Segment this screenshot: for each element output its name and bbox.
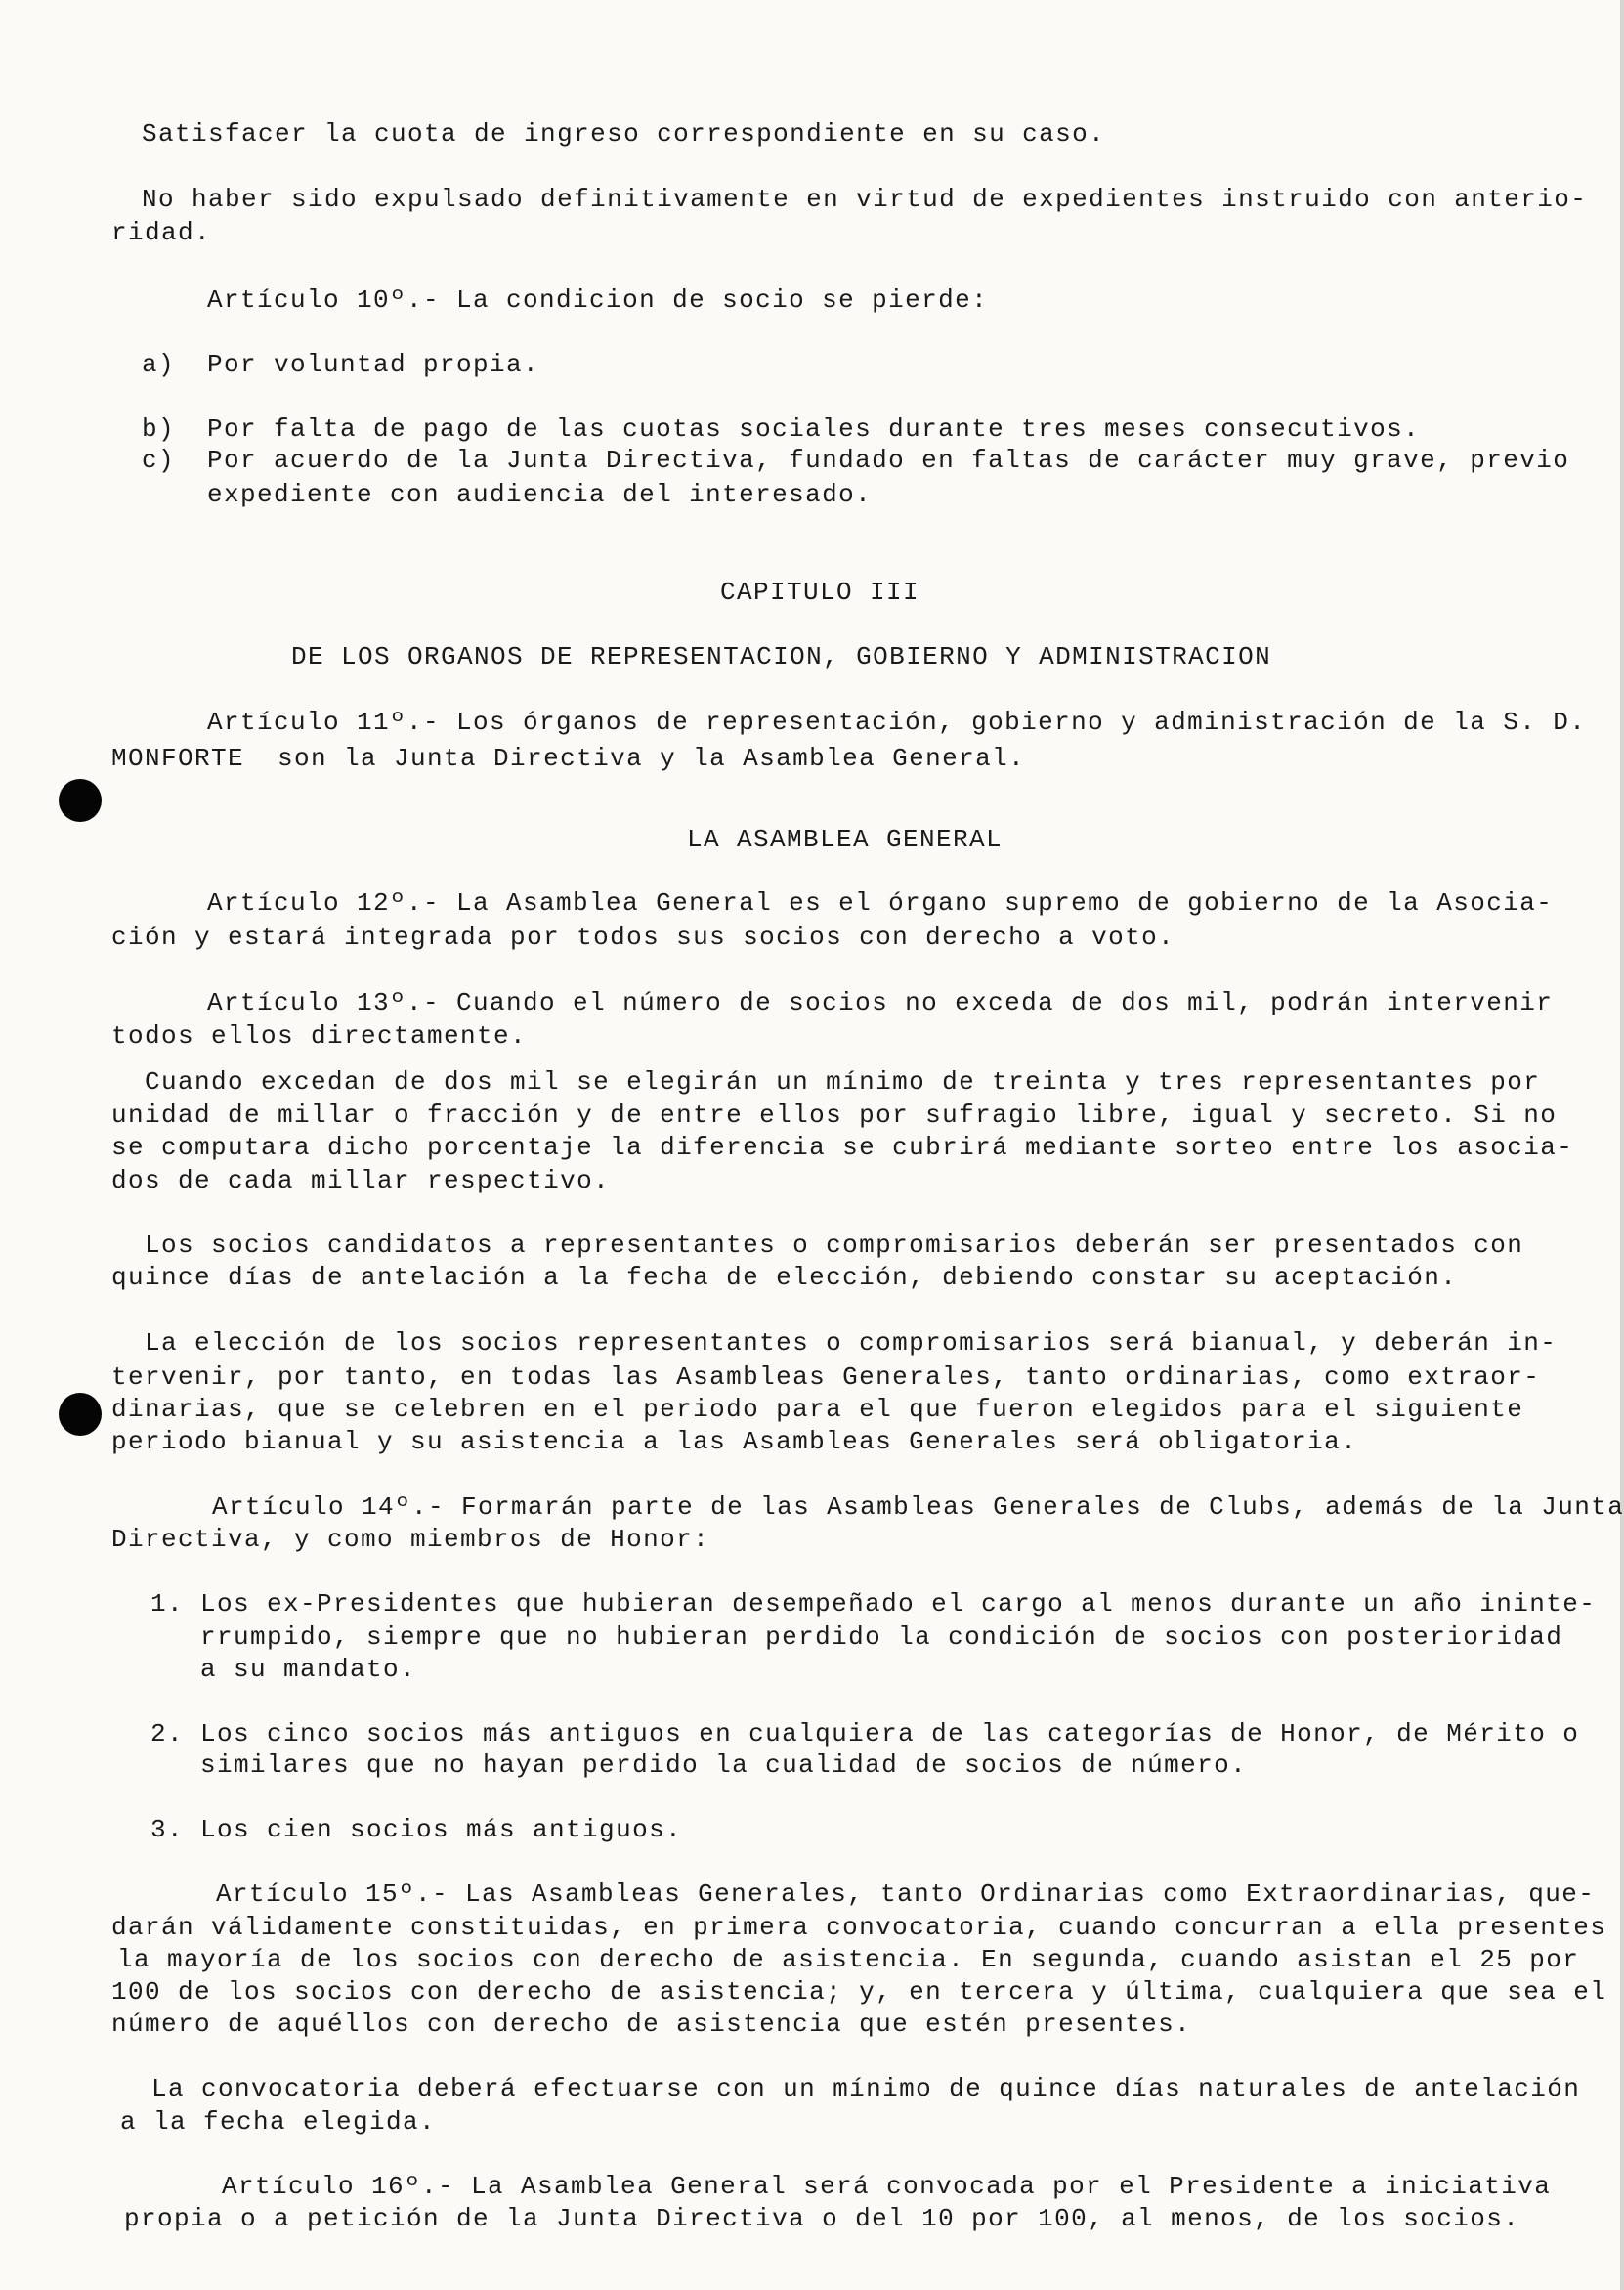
text-line: periodo bianual y su asistencia a las Asambleas Generales será obligatoria. [111,1427,1358,1456]
text-line: todos ellos directamente. [111,1021,528,1051]
chapter-title: CAPITULO III [720,578,920,607]
text-line: dos de cada millar respectivo. [111,1166,611,1195]
list-item: expediente con audiencia del interesado. [207,480,873,509]
list-item: Los cinco socios más antiguos en cualquiera de las categorías de Honor, de Mérito o [200,1719,1580,1749]
text-line: la mayoría de los socios con derecho de asistencia. En segunda, cuando asistan el 25 por [117,1945,1580,1974]
text-line: MONFORTE son la Junta Directiva y la Asamblea General. [111,744,1026,773]
list-item: Por acuerdo de la Junta Directiva, fundado en faltas de carácter muy grave, previo [207,446,1570,475]
text-line: número de aquéllos con derecho de asistencia que estén presentes. [111,2009,1192,2039]
text-line: unidad de millar o fracción y de entre ellos por sufragio libre, igual y secreto. Si no [111,1101,1558,1130]
text-line: quince días de antelación a la fecha de elección, debiendo constar su aceptación. [111,1263,1458,1292]
punch-hole [59,1393,102,1436]
text-line: Artículo 16º.- La Asamblea General será convocada por el Presidente a iniciativa [222,2172,1552,2201]
section-title: LA ASAMBLEA GENERAL [687,825,1004,854]
list-marker: b) [142,414,176,444]
list-item: Por voluntad propia. [207,350,540,379]
text-line: Los socios candidatos a representantes o compromisarios deberán ser presentados con [145,1231,1524,1260]
text-line: propia o a petición de la Junta Directiva o del 10 por 100, al menos, de los socios. [124,2204,1520,2233]
text-line: darán válidamente constituidas, en primera convocatoria, cuando concurran a ella presentes [111,1913,1607,1942]
list-marker: c) [142,446,176,475]
list-item: Por falta de pago de las cuotas sociales durante tres meses consecutivos. [207,414,1421,444]
chapter-subtitle: DE LOS ORGANOS DE REPRESENTACION, GOBIERNO Y ADMINISTRACION [291,642,1272,671]
text-line: se computara dicho porcentaje la diferencia se cubrirá mediante sorteo entre los asocia- [111,1133,1574,1162]
text-line: dinarias, que se celebren en el periodo para el que fueron elegidos para el siguiente [111,1395,1524,1424]
text-line: La elección de los socios representantes o compromisarios será bianual, y deberán in- [145,1328,1558,1358]
text-line: ción y estará integrada por todos sus socios con derecho a voto. [111,923,1175,952]
list-marker: 2. [150,1719,185,1749]
article-heading: Artículo 10º.- La condicion de socio se pierde: [207,285,989,315]
list-marker: 1. [150,1589,185,1619]
text-line: 100 de los socios con derecho de asistencia; y, en tercera y última, cualquiera que sea el [111,1977,1607,2007]
text-line: Directiva, y como miembros de Honor: [111,1525,710,1554]
text-line: La convocatoria deberá efectuarse con un mínimo de quince días naturales de antelación [151,2074,1581,2103]
list-item: similares que no hayan perdido la cualidad de socios de número. [200,1750,1248,1780]
text-line: tervenir, por tanto, en todas las Asambleas Generales, tanto ordinarias, como extraor- [111,1362,1541,1392]
list-item: Los cien socios más antiguos. [200,1815,683,1844]
list-item: rrumpido, siempre que no hubieran perdido la condición de socios con posterioridad [200,1622,1563,1652]
list-marker: a) [142,350,176,379]
list-item: Los ex-Presidentes que hubieran desempeñado el cargo al menos durante un año ininte- [200,1589,1597,1619]
text-line: Artículo 13º.- Cuando el número de socios no exceda de dos mil, podrán intervenir [207,988,1554,1017]
list-item: a su mandato. [200,1655,417,1684]
text-line: Cuando excedan de dos mil se elegirán un mínimo de treinta y tres representantes por [145,1067,1541,1097]
text-line: a la fecha elegida. [120,2107,437,2137]
text-line: Artículo 12º.- La Asamblea General es el órgano supremo de gobierno de la Asocia- [207,888,1554,918]
text-line: Artículo 14º.- Formarán parte de las Asambleas Generales de Clubs, además de la Junta [212,1492,1624,1522]
text-line: No haber sido expulsado definitivamente en virtud de expedientes instruido con anterio- [142,185,1588,214]
punch-hole [59,779,102,822]
text-line: ridad. [111,218,212,247]
text-line: Artículo 11º.- Los órganos de representación, gobierno y administración de la S. D. [207,708,1587,737]
page-edge [1620,0,1624,2290]
text-line: Satisfacer la cuota de ingreso correspondiente en su caso. [142,119,1106,149]
text-line: Artículo 15º.- Las Asambleas Generales, tanto Ordinarias como Extraordinarias, que- [216,1880,1596,1909]
list-marker: 3. [150,1815,185,1844]
